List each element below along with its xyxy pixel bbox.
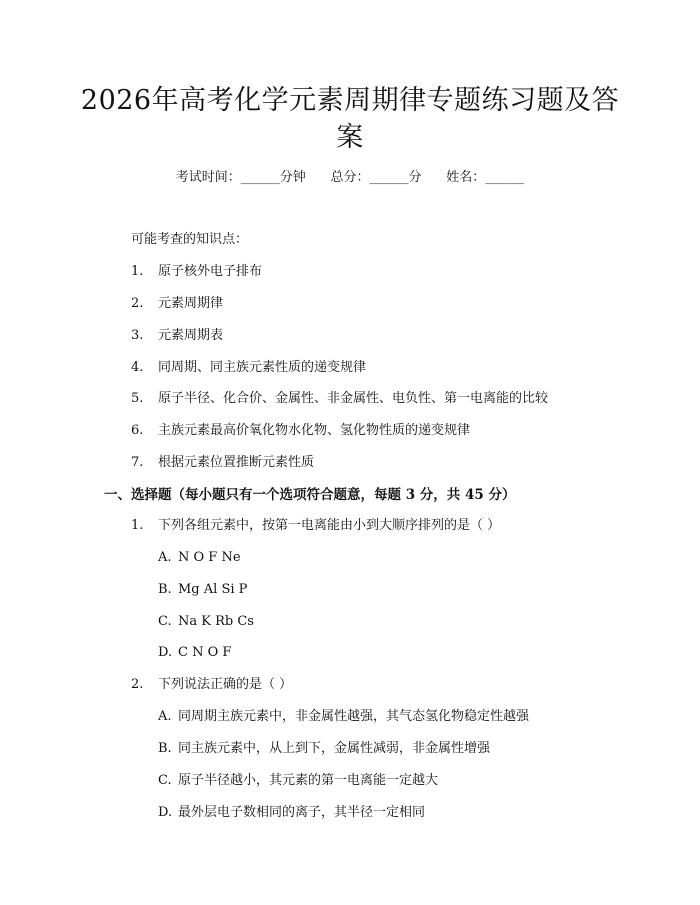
option-text: C N O F (178, 645, 232, 660)
knowledge-point-number: 3. (131, 328, 144, 343)
document-title-line-1: 2026年高考化学元素周期律专题练习题及答 (80, 85, 620, 116)
knowledge-point-text: 原子半径、化合价、金属性、非金属性、电负性、第一电离能的比较 (158, 391, 549, 406)
option-letter: B. (158, 582, 172, 597)
option-text: Na K Rb Cs (178, 614, 254, 629)
option-text: 同周期主族元素中，非金属性越强，其气态氢化物稳定性越强 (178, 709, 530, 724)
document-title-line-2: 案 (336, 122, 364, 153)
knowledge-point-text: 元素周期表 (158, 328, 224, 343)
exam-info-line: 考试时间：______分钟 总分：______分 姓名：______ (175, 170, 525, 185)
knowledge-point-number: 7. (131, 455, 144, 470)
knowledge-point-text: 原子核外电子排布 (158, 264, 263, 279)
question-text: 下列各组元素中，按第一电离能由小到大顺序排列的是（ ） (158, 518, 501, 533)
option-text: N O F Ne (178, 550, 241, 565)
knowledge-point-number: 4. (131, 360, 144, 375)
knowledge-point-number: 6. (131, 423, 144, 438)
section-heading-multiple-choice: 一、选择题（每小题只有一个选项符合题意，每题 3 分，共 45 分） (104, 487, 516, 503)
knowledge-points-intro: 可能考查的知识点： (131, 232, 249, 247)
option-letter: C. (158, 773, 172, 788)
option-letter: A. (158, 550, 172, 565)
option-letter: A. (158, 709, 172, 724)
question-text: 下列说法正确的是（ ） (158, 677, 293, 692)
knowledge-point-text: 元素周期律 (158, 296, 224, 311)
option-letter: D. (158, 805, 173, 820)
question-number: 2. (131, 677, 144, 692)
option-text: 同主族元素中，从上到下，金属性减弱，非金属性增强 (178, 741, 491, 756)
knowledge-point-text: 根据元素位置推断元素性质 (158, 455, 315, 470)
option-letter: C. (158, 614, 172, 629)
knowledge-point-text: 主族元素最高价氧化物水化物、氢化物性质的递变规律 (158, 423, 471, 438)
knowledge-point-number: 2. (131, 296, 144, 311)
question-number: 1. (131, 518, 144, 533)
option-text: 最外层电子数相同的离子，其半径一定相同 (178, 805, 426, 820)
option-letter: D. (158, 645, 173, 660)
knowledge-point-number: 5. (131, 391, 144, 406)
option-text: Mg Al Si P (178, 582, 248, 597)
option-text: 原子半径越小，其元素的第一电离能一定越大 (178, 773, 439, 788)
knowledge-point-text: 同周期、同主族元素性质的递变规律 (158, 360, 367, 375)
option-letter: B. (158, 741, 172, 756)
knowledge-point-number: 1. (131, 264, 144, 279)
